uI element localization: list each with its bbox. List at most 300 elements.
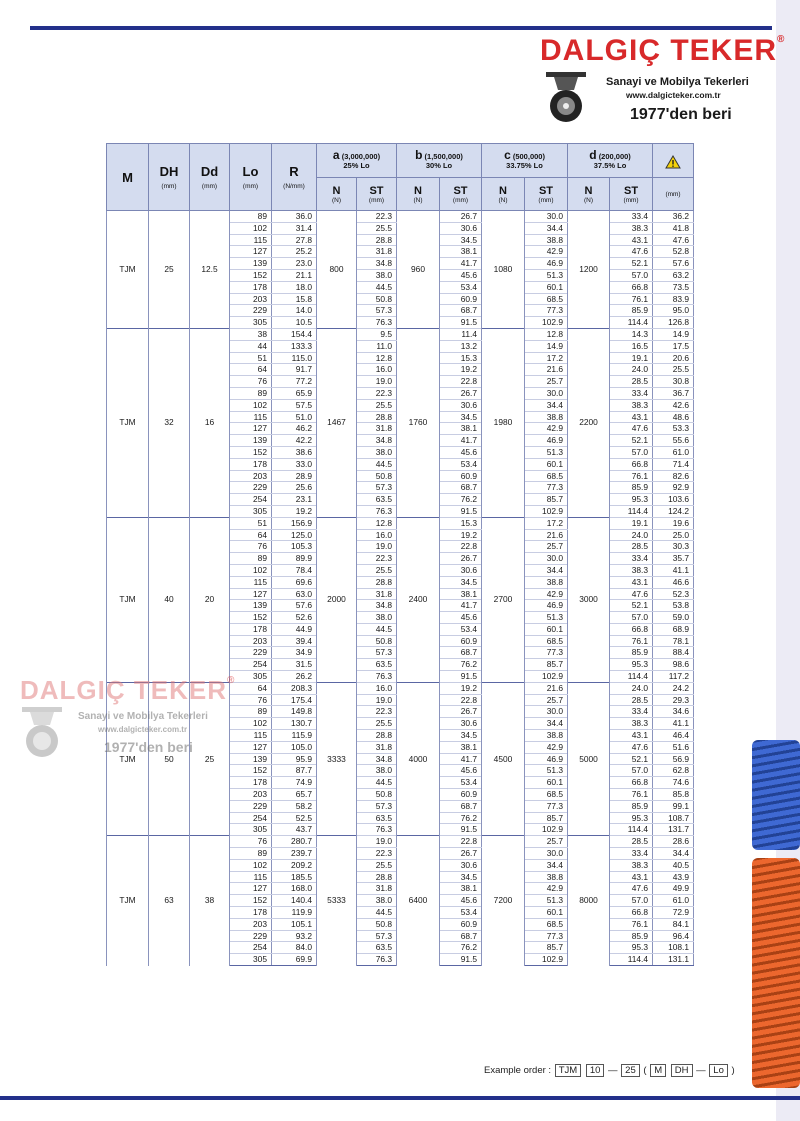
stroke-cell: 53.4: [440, 623, 482, 635]
stroke-cell: 31.8: [357, 588, 397, 600]
lo-cell: 254: [230, 942, 272, 954]
lo-cell: 139: [230, 753, 272, 765]
stroke-cell: 22.8: [440, 694, 482, 706]
stroke-cell: 44.5: [357, 281, 397, 293]
stroke-cell: 41.7: [440, 435, 482, 447]
stroke-cell: 17.2: [525, 352, 568, 364]
r-cell: 89.9: [272, 553, 317, 565]
max-stroke-cell: 35.7: [653, 553, 694, 565]
r-cell: 25.6: [272, 482, 317, 494]
r-cell: 208.3: [272, 682, 317, 694]
stroke-cell: 47.6: [610, 423, 653, 435]
stroke-cell: 60.9: [440, 918, 482, 930]
stroke-cell: 33.4: [610, 706, 653, 718]
max-stroke-cell: 41.1: [653, 718, 694, 730]
table-row: [107, 836, 694, 848]
stroke-cell: 53.4: [440, 907, 482, 919]
stroke-cell: 38.0: [357, 269, 397, 281]
lo-cell: 178: [230, 623, 272, 635]
stroke-cell: 77.3: [525, 930, 568, 942]
stroke-cell: 25.7: [525, 694, 568, 706]
stroke-cell: 12.8: [357, 517, 397, 529]
r-cell: 149.8: [272, 706, 317, 718]
stroke-cell: 57.3: [357, 305, 397, 317]
dd-cell: 12.5: [190, 211, 230, 329]
r-cell: 77.2: [272, 376, 317, 388]
stroke-cell: 30.6: [440, 859, 482, 871]
stroke-cell: 53.4: [440, 458, 482, 470]
model-cell: TJM: [107, 211, 149, 329]
stroke-cell: 43.1: [610, 576, 653, 588]
stroke-cell: 46.9: [525, 600, 568, 612]
r-cell: 52.5: [272, 812, 317, 824]
brand-website: www.dalgicteker.com.tr: [626, 90, 721, 100]
stroke-cell: 60.9: [440, 635, 482, 647]
stroke-cell: 85.9: [610, 800, 653, 812]
lo-cell: 89: [230, 387, 272, 399]
stroke-cell: 102.9: [525, 954, 568, 966]
stroke-cell: 76.1: [610, 635, 653, 647]
stroke-cell: 60.1: [525, 907, 568, 919]
lo-cell: 127: [230, 741, 272, 753]
r-cell: 280.7: [272, 836, 317, 848]
max-stroke-cell: 52.8: [653, 246, 694, 258]
max-stroke-cell: 41.1: [653, 564, 694, 576]
r-cell: 168.0: [272, 883, 317, 895]
lo-cell: 115: [230, 234, 272, 246]
r-cell: 84.0: [272, 942, 317, 954]
brand-tagline: Sanayi ve Mobilya Tekerleri: [606, 76, 749, 88]
max-stroke-cell: 20.6: [653, 352, 694, 364]
load-n-cell: 3333: [317, 682, 357, 835]
stroke-cell: 45.6: [440, 446, 482, 458]
max-stroke-cell: 83.9: [653, 293, 694, 305]
r-cell: 18.0: [272, 281, 317, 293]
stroke-cell: 38.0: [357, 612, 397, 624]
dh-cell: 32: [149, 328, 190, 517]
lo-cell: 127: [230, 246, 272, 258]
r-cell: 119.9: [272, 907, 317, 919]
stroke-cell: 33.4: [610, 387, 653, 399]
r-cell: 43.7: [272, 824, 317, 836]
load-n-cell: 2700: [482, 517, 525, 682]
r-cell: 78.4: [272, 564, 317, 576]
example-sep: —: [608, 1065, 618, 1076]
r-cell: 27.8: [272, 234, 317, 246]
stroke-cell: 14.9: [525, 340, 568, 352]
stroke-cell: 53.4: [440, 777, 482, 789]
max-stroke-cell: 29.3: [653, 694, 694, 706]
stroke-cell: 57.3: [357, 647, 397, 659]
stroke-cell: 57.0: [610, 269, 653, 281]
header-n-b: N (N): [397, 178, 440, 211]
lo-cell: 254: [230, 659, 272, 671]
stroke-cell: 21.6: [525, 529, 568, 541]
stroke-cell: 68.7: [440, 930, 482, 942]
max-stroke-cell: 61.0: [653, 446, 694, 458]
lo-cell: 178: [230, 907, 272, 919]
r-cell: 95.9: [272, 753, 317, 765]
lo-cell: 102: [230, 718, 272, 730]
r-cell: 154.4: [272, 328, 317, 340]
stroke-cell: 28.8: [357, 871, 397, 883]
max-stroke-cell: 52.3: [653, 588, 694, 600]
watermark-website: www.dalgicteker.com.tr: [98, 725, 188, 734]
stroke-cell: 33.4: [610, 553, 653, 565]
r-cell: 156.9: [272, 517, 317, 529]
stroke-cell: 22.3: [357, 553, 397, 565]
stroke-cell: 60.1: [525, 458, 568, 470]
lo-cell: 139: [230, 600, 272, 612]
stroke-cell: 68.7: [440, 482, 482, 494]
stroke-cell: 19.1: [610, 352, 653, 364]
r-cell: 39.4: [272, 635, 317, 647]
r-cell: 25.2: [272, 246, 317, 258]
stroke-cell: 114.4: [610, 317, 653, 329]
stroke-cell: 11.0: [357, 340, 397, 352]
stroke-cell: 77.3: [525, 482, 568, 494]
example-lo-label-box: Lo: [709, 1064, 728, 1077]
stroke-cell: 85.7: [525, 812, 568, 824]
stroke-cell: 44.5: [357, 623, 397, 635]
stroke-cell: 38.3: [610, 718, 653, 730]
load-n-cell: 8000: [568, 836, 610, 966]
stroke-cell: 25.5: [357, 859, 397, 871]
stroke-cell: 38.3: [610, 564, 653, 576]
stroke-cell: 30.6: [440, 399, 482, 411]
stroke-cell: 33.4: [610, 211, 653, 223]
table-row: [107, 211, 694, 223]
lo-cell: 203: [230, 635, 272, 647]
max-stroke-cell: 24.2: [653, 682, 694, 694]
r-cell: 36.0: [272, 211, 317, 223]
load-n-cell: 6400: [397, 836, 440, 966]
stroke-cell: 95.3: [610, 942, 653, 954]
stroke-cell: 114.4: [610, 671, 653, 683]
dh-cell: 40: [149, 517, 190, 682]
stroke-cell: 57.3: [357, 800, 397, 812]
stroke-cell: 42.9: [525, 246, 568, 258]
lo-cell: 229: [230, 930, 272, 942]
load-n-cell: 4000: [397, 682, 440, 835]
stroke-cell: 22.3: [357, 848, 397, 860]
stroke-cell: 76.2: [440, 812, 482, 824]
stroke-cell: 114.4: [610, 824, 653, 836]
stroke-cell: 85.7: [525, 494, 568, 506]
lo-cell: 203: [230, 918, 272, 930]
example-order-label: Example order :: [484, 1065, 552, 1076]
stroke-cell: 26.7: [440, 553, 482, 565]
stroke-cell: 50.8: [357, 635, 397, 647]
stroke-cell: 34.5: [440, 576, 482, 588]
stroke-cell: 66.8: [610, 281, 653, 293]
max-stroke-cell: 40.5: [653, 859, 694, 871]
header-n-a: N (N): [317, 178, 357, 211]
lo-cell: 76: [230, 376, 272, 388]
r-cell: 69.6: [272, 576, 317, 588]
lo-cell: 178: [230, 281, 272, 293]
stroke-cell: 45.6: [440, 895, 482, 907]
stroke-cell: 77.3: [525, 305, 568, 317]
stroke-cell: 76.1: [610, 470, 653, 482]
stroke-cell: 47.6: [610, 246, 653, 258]
header-r: R (N/mm): [272, 144, 317, 211]
r-cell: 105.3: [272, 541, 317, 553]
load-n-cell: 2400: [397, 517, 440, 682]
stroke-cell: 45.6: [440, 612, 482, 624]
max-stroke-cell: 41.8: [653, 222, 694, 234]
dd-cell: 16: [190, 328, 230, 517]
stroke-cell: 41.7: [440, 753, 482, 765]
stroke-cell: 9.5: [357, 328, 397, 340]
header-st-a: ST (mm): [357, 178, 397, 211]
r-cell: 91.7: [272, 364, 317, 376]
stroke-cell: 28.8: [357, 411, 397, 423]
stroke-cell: 102.9: [525, 317, 568, 329]
max-stroke-cell: 126.8: [653, 317, 694, 329]
stroke-cell: 19.2: [440, 682, 482, 694]
load-n-cell: 1980: [482, 328, 525, 517]
load-n-cell: 1467: [317, 328, 357, 517]
max-stroke-cell: 108.1: [653, 942, 694, 954]
lo-cell: 305: [230, 505, 272, 517]
stroke-cell: 50.8: [357, 293, 397, 305]
stroke-cell: 63.5: [357, 942, 397, 954]
stroke-cell: 102.9: [525, 671, 568, 683]
stroke-cell: 16.5: [610, 340, 653, 352]
stroke-cell: 47.6: [610, 741, 653, 753]
lo-cell: 64: [230, 682, 272, 694]
stroke-cell: 51.3: [525, 269, 568, 281]
lo-cell: 89: [230, 848, 272, 860]
lo-cell: 76: [230, 694, 272, 706]
stroke-cell: 26.7: [440, 387, 482, 399]
load-n-cell: 2000: [317, 517, 357, 682]
stroke-cell: 53.4: [440, 281, 482, 293]
stroke-cell: 38.3: [610, 859, 653, 871]
r-cell: 133.3: [272, 340, 317, 352]
stroke-cell: 19.0: [357, 836, 397, 848]
stroke-cell: 26.7: [440, 211, 482, 223]
stroke-cell: 57.3: [357, 482, 397, 494]
stroke-cell: 19.0: [357, 694, 397, 706]
max-stroke-cell: 49.9: [653, 883, 694, 895]
stroke-cell: 25.7: [525, 541, 568, 553]
stroke-cell: 34.5: [440, 411, 482, 423]
r-cell: 140.4: [272, 895, 317, 907]
lo-cell: 178: [230, 777, 272, 789]
stroke-cell: 17.2: [525, 517, 568, 529]
stroke-cell: 34.5: [440, 871, 482, 883]
stroke-cell: 24.0: [610, 364, 653, 376]
stroke-cell: 85.9: [610, 647, 653, 659]
stroke-cell: 38.1: [440, 588, 482, 600]
stroke-cell: 19.0: [357, 376, 397, 388]
example-dh-label-box: DH: [671, 1064, 693, 1077]
stroke-cell: 34.4: [525, 399, 568, 411]
load-n-cell: 1200: [568, 211, 610, 329]
stroke-cell: 30.6: [440, 222, 482, 234]
stroke-cell: 38.0: [357, 765, 397, 777]
stroke-cell: 30.0: [525, 706, 568, 718]
max-stroke-cell: 36.7: [653, 387, 694, 399]
lo-cell: 203: [230, 293, 272, 305]
stroke-cell: 60.1: [525, 777, 568, 789]
lo-cell: 152: [230, 612, 272, 624]
stroke-cell: 28.8: [357, 730, 397, 742]
stroke-cell: 16.0: [357, 682, 397, 694]
max-stroke-cell: 51.6: [653, 741, 694, 753]
spec-table-body: [107, 211, 694, 966]
lo-cell: 44: [230, 340, 272, 352]
max-stroke-cell: 68.9: [653, 623, 694, 635]
dd-cell: 25: [190, 682, 230, 835]
r-cell: 130.7: [272, 718, 317, 730]
stroke-cell: 12.8: [525, 328, 568, 340]
header-dh: DH (mm): [149, 144, 190, 211]
lo-cell: 76: [230, 836, 272, 848]
max-stroke-cell: 131.1: [653, 954, 694, 966]
stroke-cell: 52.1: [610, 600, 653, 612]
max-stroke-cell: 108.7: [653, 812, 694, 824]
load-n-cell: 5333: [317, 836, 357, 966]
stroke-cell: 13.2: [440, 340, 482, 352]
max-stroke-cell: 46.4: [653, 730, 694, 742]
max-stroke-cell: 30.3: [653, 541, 694, 553]
stroke-cell: 19.2: [440, 364, 482, 376]
stroke-cell: 52.1: [610, 753, 653, 765]
watermark-tagline: Sanayi ve Mobilya Tekerleri: [78, 711, 208, 722]
stroke-cell: 60.9: [440, 789, 482, 801]
model-cell: TJM: [107, 682, 149, 835]
max-stroke-cell: 103.6: [653, 494, 694, 506]
max-stroke-cell: 48.6: [653, 411, 694, 423]
r-cell: 105.1: [272, 918, 317, 930]
lo-cell: 254: [230, 812, 272, 824]
stroke-cell: 28.5: [610, 836, 653, 848]
header-st-d: ST (mm): [610, 178, 653, 211]
model-cell: TJM: [107, 328, 149, 517]
max-stroke-cell: 25.0: [653, 529, 694, 541]
stroke-cell: 95.3: [610, 812, 653, 824]
max-stroke-cell: 30.8: [653, 376, 694, 388]
max-stroke-cell: 19.6: [653, 517, 694, 529]
max-stroke-cell: 34.4: [653, 848, 694, 860]
stroke-cell: 31.8: [357, 246, 397, 258]
stroke-cell: 21.6: [525, 682, 568, 694]
r-cell: 57.5: [272, 399, 317, 411]
stroke-cell: 42.9: [525, 588, 568, 600]
lo-cell: 89: [230, 706, 272, 718]
caster-wheel-icon: [544, 70, 588, 126]
stroke-cell: 85.9: [610, 930, 653, 942]
stroke-cell: 85.7: [525, 942, 568, 954]
stroke-cell: 34.8: [357, 600, 397, 612]
orange-spring-image: [752, 858, 800, 1088]
load-n-cell: 7200: [482, 836, 525, 966]
r-cell: 31.4: [272, 222, 317, 234]
watermark-caster-icon: [20, 705, 64, 761]
stroke-cell: 91.5: [440, 824, 482, 836]
table-row: [107, 517, 694, 529]
dh-cell: 50: [149, 682, 190, 835]
stroke-cell: 68.7: [440, 800, 482, 812]
stroke-cell: 34.8: [357, 258, 397, 270]
stroke-cell: 11.4: [440, 328, 482, 340]
max-stroke-cell: 84.1: [653, 918, 694, 930]
r-cell: 46.2: [272, 423, 317, 435]
lo-cell: 152: [230, 765, 272, 777]
r-cell: 28.9: [272, 470, 317, 482]
stroke-cell: 38.1: [440, 883, 482, 895]
lo-cell: 38: [230, 328, 272, 340]
lo-cell: 102: [230, 399, 272, 411]
stroke-cell: 51.3: [525, 765, 568, 777]
header-warning: [653, 144, 694, 178]
example-code-box: TJM: [555, 1064, 581, 1077]
stroke-cell: 16.0: [357, 364, 397, 376]
r-cell: 44.9: [272, 623, 317, 635]
stroke-cell: 22.3: [357, 211, 397, 223]
stroke-cell: 63.5: [357, 659, 397, 671]
max-stroke-cell: 92.9: [653, 482, 694, 494]
load-n-cell: 1080: [482, 211, 525, 329]
max-stroke-cell: 42.6: [653, 399, 694, 411]
warning-triangle-icon: [665, 155, 681, 169]
r-cell: 93.2: [272, 930, 317, 942]
stroke-cell: 46.9: [525, 435, 568, 447]
stroke-cell: 38.1: [440, 423, 482, 435]
stroke-cell: 76.3: [357, 671, 397, 683]
max-stroke-cell: 88.4: [653, 647, 694, 659]
stroke-cell: 85.7: [525, 659, 568, 671]
lo-cell: 115: [230, 730, 272, 742]
brand-name: DALGIÇ TEKER®: [540, 34, 786, 67]
load-n-cell: 3000: [568, 517, 610, 682]
stroke-cell: 33.4: [610, 848, 653, 860]
max-stroke-cell: 96.4: [653, 930, 694, 942]
lo-cell: 102: [230, 222, 272, 234]
stroke-cell: 30.0: [525, 553, 568, 565]
model-cell: TJM: [107, 836, 149, 966]
top-rule: [30, 26, 772, 30]
stroke-cell: 28.5: [610, 541, 653, 553]
header-m: M: [107, 144, 149, 211]
r-cell: 42.2: [272, 435, 317, 447]
header-st-b: ST (mm): [440, 178, 482, 211]
lo-cell: 229: [230, 647, 272, 659]
header-last-unit: (mm): [653, 178, 694, 211]
stroke-cell: 22.8: [440, 376, 482, 388]
stroke-cell: 91.5: [440, 954, 482, 966]
max-stroke-cell: 14.9: [653, 328, 694, 340]
max-stroke-cell: 61.0: [653, 895, 694, 907]
stroke-cell: 76.2: [440, 942, 482, 954]
lo-cell: 115: [230, 871, 272, 883]
stroke-cell: 30.0: [525, 387, 568, 399]
stroke-cell: 30.6: [440, 564, 482, 576]
max-stroke-cell: 85.8: [653, 789, 694, 801]
stroke-cell: 38.3: [610, 222, 653, 234]
stroke-cell: 34.4: [525, 222, 568, 234]
lo-cell: 229: [230, 482, 272, 494]
lo-cell: 102: [230, 859, 272, 871]
r-cell: 57.6: [272, 600, 317, 612]
r-cell: 52.6: [272, 612, 317, 624]
stroke-cell: 31.8: [357, 741, 397, 753]
stroke-cell: 76.3: [357, 824, 397, 836]
lo-cell: 64: [230, 529, 272, 541]
